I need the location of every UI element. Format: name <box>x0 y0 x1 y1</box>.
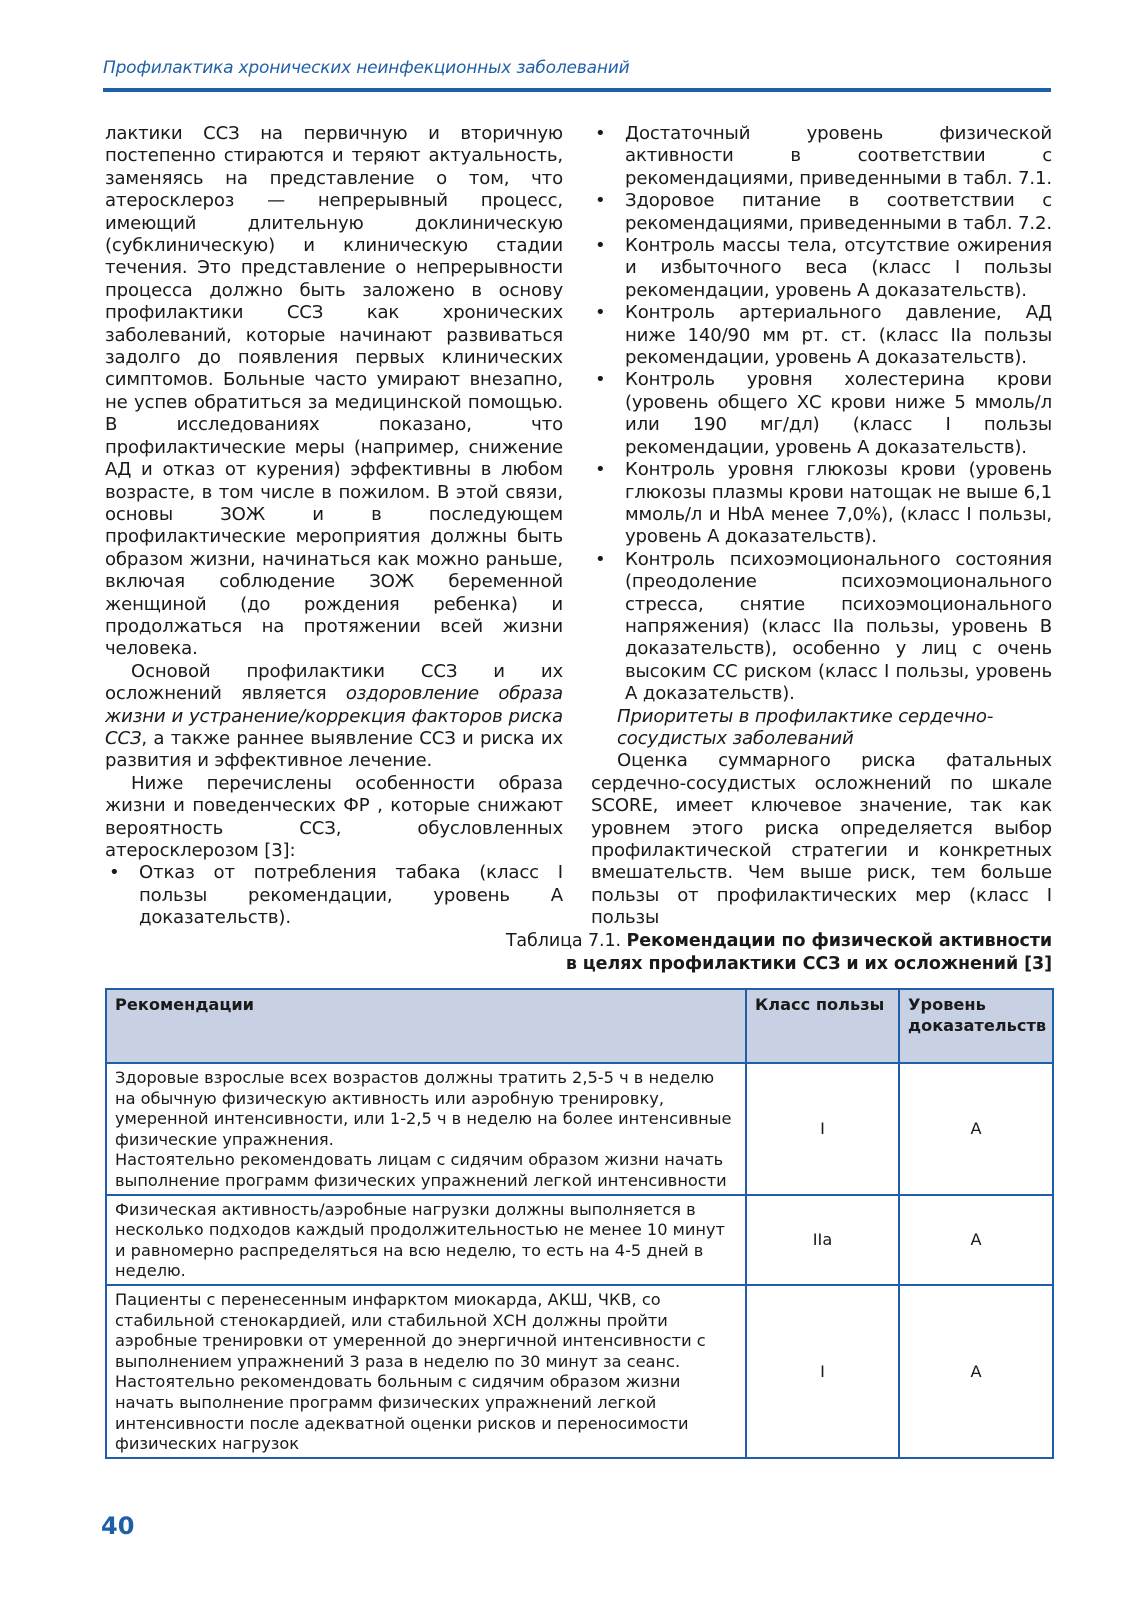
list-item: • Контроль уровня холестерина крови (уровень общего ХС крови ниже 5 ммоль/л или 190 мг/дл) (класс I пользы рекомендации, уровень А доказательств). <box>591 369 1052 459</box>
table-row <box>106 1063 1053 1195</box>
paragraph: Оценка суммарного риска фатальных сердечно-сосудистых осложнений по шкале SCORE, имеет ключевое значение, так как уровнем этого риска определяется выбор профилактической стратегии и конкретных вмешательств. Чем выше риск, тем больше пользы от профилактических мер (класс I пользы <box>591 750 1052 929</box>
list-item: • Достаточный уровень физической активности в соответствии с рекомендациями, приведенными в табл. 7.1. <box>591 123 1052 190</box>
recommendation-cell: Здоровые взрослые всех возрастов должны тратить 2,5-5 ч в неделю на обычную физическую активность или аэробную тренировку, умеренной интенсивности, или 1-2,5 ч в неделю на более интенсивные физические упражнения. Настоятельно рекомендовать лицам с сидячим образом жизни начать выполнение программ физических упражнений легкой интенсивности <box>106 1063 746 1195</box>
table-body <box>106 1063 1053 1458</box>
list-item: • Контроль уровня глюкозы крови (уровень глюкозы плазмы крови натощак не выше 6,1 ммоль/л и HbA менее 7,0%), (класс I пользы, уровень А доказательств). <box>591 459 1052 549</box>
header-class: Класс пользы <box>746 989 899 1063</box>
paragraph <box>105 661 563 773</box>
header-level: Уровень доказательств <box>899 989 1053 1063</box>
caption-title-line2: в целях профилактики ССЗ и их осложнений [3] <box>565 954 1052 974</box>
paragraph-text: , а также раннее выявление ССЗ и риска их развития и эффективное лечение. <box>105 727 563 772</box>
bullet-list <box>591 123 1052 706</box>
page-number: 40 <box>101 1512 135 1540</box>
right-column <box>591 123 1052 930</box>
recommendations-table <box>105 988 1054 1459</box>
level-cell: A <box>899 1195 1053 1285</box>
paragraph-text: Основой профилактики ССЗ и их осложнений является <box>105 660 563 705</box>
header-recommendation: Рекомендации <box>106 989 746 1063</box>
list-item: • Контроль психоэмоционального состояния (преодоление психоэмоционального стресса, снятие психоэмоционального напряжения) (класс IIa пользы, уровень B доказательств), особенно у лиц с очень высоким СС риском (класс I пользы, уровень А доказательств). <box>591 549 1052 706</box>
table-row <box>106 1285 1053 1458</box>
section-subheading: Приоритеты в профилактике сердечно-сосудистых заболеваний <box>617 705 994 749</box>
caption-prefix: Таблица 7.1. <box>505 931 627 951</box>
running-title: Профилактика хронических неинфекционных заболеваний <box>103 58 630 78</box>
emphasis-text: оздоровление образа жизни и устранение/коррекция факторов риска ССЗ <box>105 683 563 749</box>
recommendation-cell: Пациенты с перенесенным инфарктом миокарда, АКШ, ЧКВ, со стабильной стенокардией, или стабильной ХСН должны пройти аэробные тренировки от умеренной до энергичной интенсивности с выполнением упражнений 3 раза в неделю по 30 минут за сеанс. Настоятельно рекомендовать больным с сидячим образом жизни начать выполнение программ физических упражнений легкой интенсивности после адекватной оценки рисков и переносимости физических нагрузок <box>106 1285 746 1458</box>
table-header-row <box>106 989 1053 1063</box>
level-cell: A <box>899 1063 1053 1195</box>
paragraph: лактики ССЗ на первичную и вторичную постепенно стираются и теряют актуальность, заменяясь на представление о том, что атеросклероз — непрерывный процесс, имеющий длительную доклиническую (субклиническую) и клиническую стадии течения. Это представление о непрерывности процесса должно быть заложено в основу профилактики ССЗ как хронических заболеваний, которые начинают развиваться задолго до появления первых клинических симптомов. Больные часто умирают внезапно, не успев обратиться за медицинской помощью. В исследованиях показано, что профилактические меры (например, снижение АД и отказ от курения) эффективны в любом возрасте, в том числе в пожилом. В этой связи, основы ЗОЖ и в последующем профилактические мероприятия должны быть образом жизни, начинаться как можно раньше, включая соблюдение ЗОЖ беременной женщиной (до рождения ребенка) и продолжаться на протяжении всей жизни человека. <box>105 123 563 660</box>
caption-title-line1: Рекомендации по физической активности <box>626 931 1052 951</box>
recommendation-cell: Физическая активность/аэробные нагрузки должны выполняется в несколько подходов каждый продолжительностью не менее 10 минут и равномерно распределяться на всю неделю, то есть на 4-5 дней в неделю. <box>106 1195 746 1285</box>
class-cell: IIa <box>746 1195 899 1285</box>
level-cell: A <box>899 1285 1053 1458</box>
list-item: • Отказ от потребления табака (класс I пользы рекомендации, уровень А доказательств). <box>105 862 563 929</box>
left-column <box>105 123 563 930</box>
class-cell: I <box>746 1285 899 1458</box>
table-row <box>106 1195 1053 1285</box>
list-item: • Здоровое питание в соответствии с рекомендациями, приведенными в табл. 7.2. <box>591 190 1052 235</box>
paragraph: Ниже перечислены особенности образа жизни и поведенческих ФР , которые снижают вероятность ССЗ, обусловленных атеросклерозом [3]: <box>105 772 563 861</box>
list-item: • Контроль массы тела, отсутствие ожирения и избыточного веса (класс I пользы рекомендации, уровень А доказательств). <box>591 235 1052 302</box>
list-item: • Контроль артериального давление, АД ниже 140/90 мм рт. ст. (класс IIa пользы рекомендации, уровень А доказательств). <box>591 302 1052 369</box>
class-cell: I <box>746 1063 899 1195</box>
header-rule <box>103 88 1051 92</box>
table-caption <box>506 930 1052 976</box>
bullet-list <box>105 862 563 929</box>
